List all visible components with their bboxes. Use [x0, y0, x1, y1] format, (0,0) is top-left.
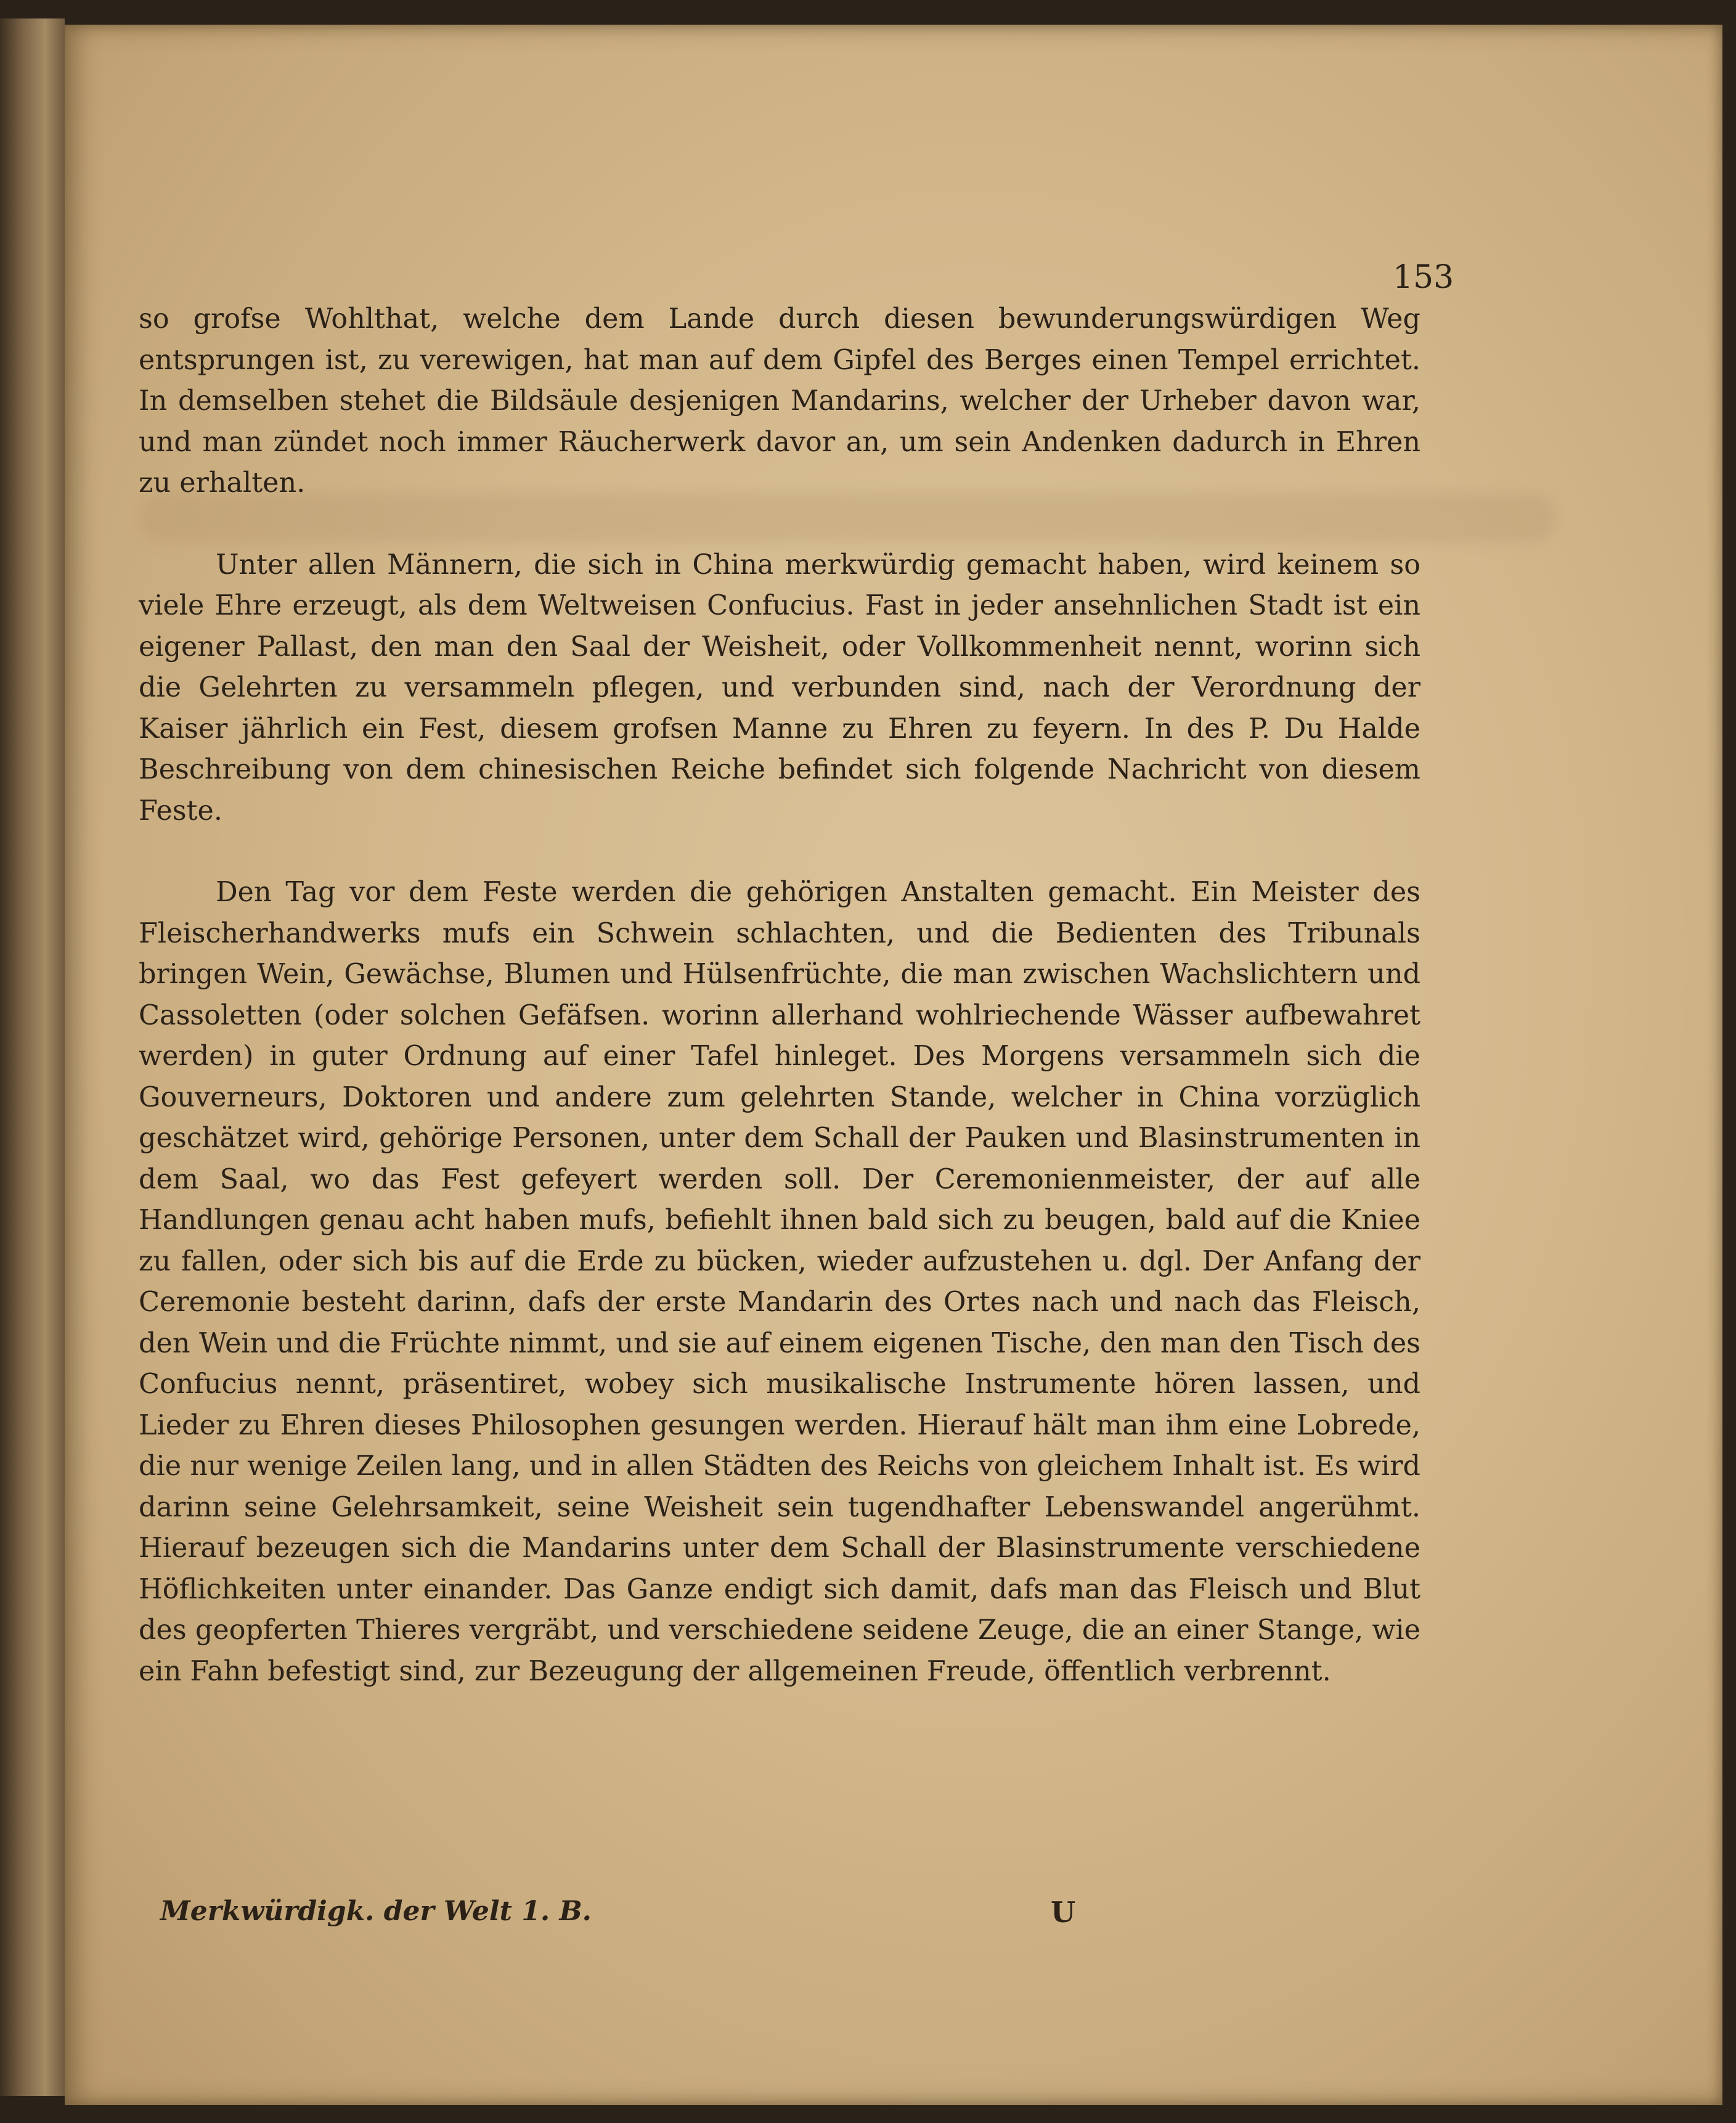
paragraph-continuation: so grofse Wohlthat, welche dem Lande durch diesen bewunderungswürdigen Weg entsprungen ist, zu verewigen, hat man auf dem Gipfel des Berges einen Tempel errichtet. In demselben stehet die Bildsäule desjenigen Mandarins, welcher der Urheber davon war, und man zündet noch immer Räucherwerk davor an, um sein Andenken dadurch in Ehren zu erhalten. — [139, 303, 1420, 499]
paragraph-gap — [139, 832, 1420, 872]
left-page-edge — [0, 18, 65, 2096]
page-number: 153 — [1393, 259, 1454, 296]
body-text — [139, 299, 1420, 1692]
running-footer-title: Merkwürdigk. der Welt 1. B. — [160, 1896, 592, 1927]
book-page — [65, 25, 1722, 2105]
paragraph-gap — [139, 504, 1420, 545]
paragraph-confucius: Unter allen Männern, die sich in China merkwürdig gemacht haben, wird keinem so viele Ehre erzeugt, als dem Weltweisen Confucius. Fast in jeder ansehnlichen Stadt ist ein eigener Pallast, den man den Saal der Weisheit, oder Vollkommenheit nennt, worinn sich die Gelehrten zu versammeln pflegen, und verbunden sind, nach der Verordnung der Kaiser jährlich ein Fest, diesem grofsen Manne zu Ehren zu feyern. In des P. Du Halde Beschreibung von dem chinesischen Reiche befindet sich folgende Nachricht von diesem Feste. — [139, 549, 1420, 827]
paragraph-festival: Den Tag vor dem Feste werden die gehörigen Anstalten gemacht. Ein Meister des Fleischerhandwerks mufs ein Schwein schlachten, und die Bedienten des Tribunals bringen Wein, Gewächse, Blumen und Hülsenfrüchte, die man zwischen Wachslichtern und Cassoletten (oder solchen Gefäfsen. worinn allerhand wohlriechende Wässer aufbewahret werden) in guter Ordnung auf einer Tafel hinleget. Des Morgens versammeln sich die Gouverneurs, Doktoren und andere zum gelehrten Stande, welcher in China vorzüglich geschätzet wird, gehörige Personen, unter dem Schall der Pauken und Blasinstrumenten in dem Saal, wo das Fest gefeyert werden soll. Der Ceremonienmeister, der auf alle Handlungen genau acht haben mufs, befiehlt ihnen bald sich zu beugen, bald auf die Kniee zu fallen, oder sich bis auf die Erde zu bücken, wieder aufzustehen u. dgl. Der Anfang der Ceremonie besteht darinn, dafs der erste Mandarin des Ortes nach und nach das Fleisch, den Wein und die Früchte nimmt, und sie auf einem eigenen Tische, den man den Tisch des Confucius nennt, präsentiret, wobey sich musikalische Instrumente hören lassen, und Lieder zu Ehren dieses Philosophen gesungen werden. Hierauf hält man ihm eine Lobrede, die nur wenige Zeilen lang, und in allen Städten des Reichs von gleichem Inhalt ist. Es wird darinn seine Gelehrsamkeit, seine Weisheit sein tugendhafter Lebenswandel angerühmt. Hierauf bezeugen sich die Mandarins unter dem Schall der Blasinstrumente verschiedene Höflichkeiten unter einander. Das Ganze endigt sich damit, dafs man das Fleisch und Blut des geopferten Thieres vergräbt, und verschiedene seidene Zeuge, die an einer Stange, wie ein Fahn befestigt sind, zur Bezeugung der allgemeinen Freude, öffentlich verbrennt. — [139, 877, 1420, 1687]
signature-mark: U — [1051, 1896, 1076, 1929]
